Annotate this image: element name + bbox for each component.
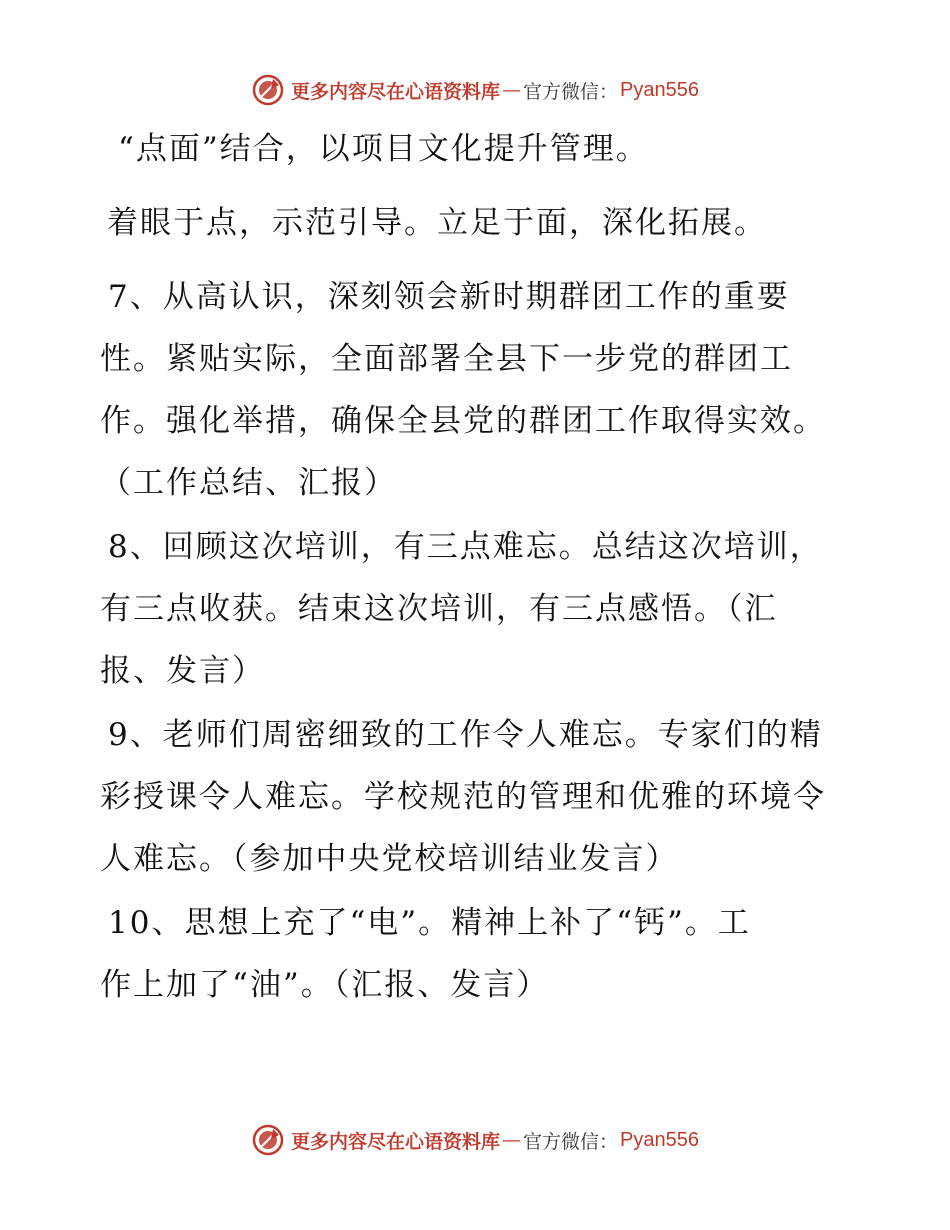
banner-brand-text: 更多内容尽在心语资料库 (291, 80, 501, 103)
paragraph-line: 8、回顾这次培训，有三点难忘。总结这次培训， (108, 529, 823, 565)
paragraph-2 (107, 192, 767, 254)
banner-official-label: 官方微信： (523, 80, 619, 103)
paragraph-line: 彩授课令人难忘。学校规范的管理和优雅的环境令 (100, 779, 826, 815)
paragraph-4 (100, 516, 823, 702)
banner-wechat-id: Pyan556 (620, 78, 699, 101)
paragraph-line: 着眼于点，示范引导。立足于面，深化拓展。 (107, 205, 767, 241)
banner-official-label: 官方微信： (523, 1130, 619, 1153)
paragraph-1 (118, 118, 649, 180)
quill-seal-icon (251, 1123, 285, 1157)
paragraph-line: 报、发言） (100, 653, 265, 689)
paragraph-line: 有三点收获。结束这次培训，有三点感悟。（汇 (100, 591, 778, 627)
paragraph-line: 7、从高认识，深刻领会新时期群团工作的重要 (108, 279, 790, 315)
paragraph-line: “点面”结合，以项目文化提升管理。 (118, 131, 649, 167)
paragraph-line: 人难忘。（参加中央党校培训结业发言） (100, 841, 679, 877)
paragraph-line: 作。强化举措，确保全县党的群团工作取得实效。 (100, 403, 826, 439)
header-banner (0, 70, 950, 110)
footer-banner (0, 1120, 950, 1160)
banner-separator: — (502, 1129, 522, 1151)
paragraph-line: 性。紧贴实际，全面部署全县下一步党的群团工 (100, 341, 793, 377)
banner-wechat-id: Pyan556 (620, 1128, 699, 1151)
paragraph-3 (100, 266, 826, 514)
paragraph-6 (100, 892, 751, 1016)
paragraph-line: 10、思想上充了“电”。精神上补了“钙”。工 (108, 905, 751, 941)
paragraph-line: （工作总结、汇报） (100, 465, 397, 501)
quill-seal-icon (251, 73, 285, 107)
paragraph-line: 作上加了“油”。（汇报、发言） (100, 967, 550, 1003)
paragraph-line: 9、老师们周密细致的工作令人难忘。专家们的精 (108, 717, 823, 753)
banner-separator: — (502, 79, 522, 101)
paragraph-5 (100, 704, 826, 890)
banner-brand-text: 更多内容尽在心语资料库 (291, 1130, 501, 1153)
